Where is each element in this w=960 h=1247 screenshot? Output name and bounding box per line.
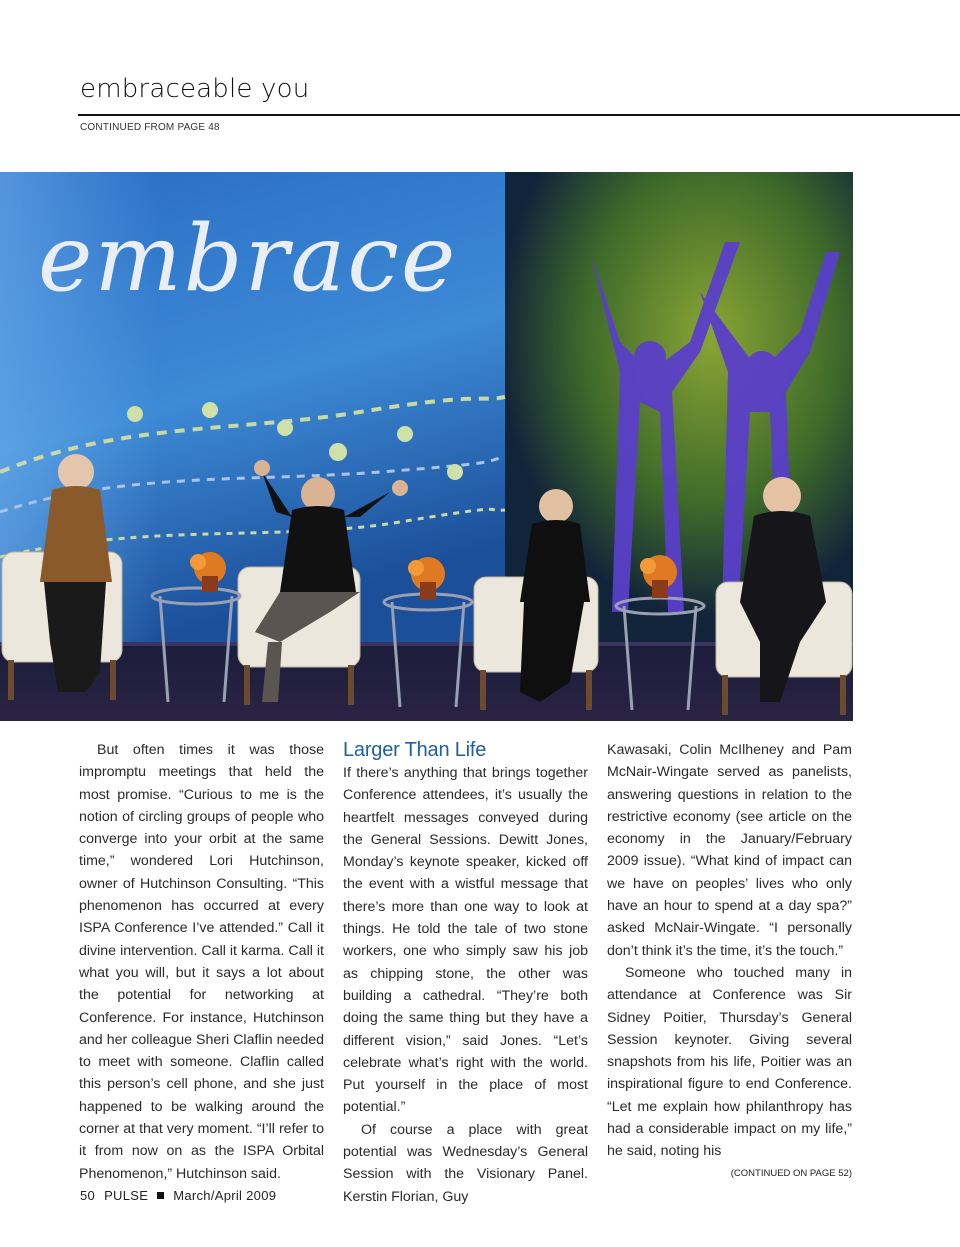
conference-stage-photo xyxy=(0,172,853,721)
article-column-2 xyxy=(343,739,588,1208)
continued-from-note: CONTINUED FROM PAGE 48 xyxy=(80,122,220,133)
article-column-3 xyxy=(607,739,852,1183)
article-paragraph: Kawasaki, Colin McIlheney and Pam McNair-Wingate served as panelists, answering questions in relation to the restrictive economy (see article on the economy in the January/February 2009 issue). “What kind of impact can we have on peoples’ lives who only have an hour to spend at a day spa?” asked McNair-Wingate. “I personally don’t think it’s the time, it’s the touch.” xyxy=(607,742,852,959)
square-bullet-icon xyxy=(157,1192,164,1199)
svg-text:embrace: embrace xyxy=(38,205,458,312)
article-paragraph: If there’s anything that brings together Conference attendees, it’s usually the heartfelt messages conveyed during the General Sessions. Dewitt Jones, Monday’s keynote speaker, kicked off the event with a wistful message that there’s more than one way to look at things. He told the tale of two stone workers, one who simply saw his job as chipping stone, the other was building a cathedral. “They’re both doing the same thing but they have a different vision,” said Jones. “Let’s celebrate what’s right with the world. Put yourself in the place of most potential.” xyxy=(343,765,588,1116)
article-column-1 xyxy=(79,739,324,1185)
header-rule xyxy=(78,114,960,116)
issue-date: March/April 2009 xyxy=(173,1188,277,1203)
article-paragraph: Someone who touched many in attendance at Conference was Sir Sidney Poitier, Thursday’s General Session keynoter. Giving several snapshots from his life, Poitier was an inspirational figure to end Conference. “Let me explain how philanthropy has had a considerable impact on my life,” he said, noting his xyxy=(607,964,852,1160)
page-footer xyxy=(80,1188,276,1203)
article-paragraph: But often times it was those impromptu meetings that held the most promise. “Curious to me is the notion of circling groups of people who converge into your orbit at the same time,” wondered Lori Hutchinson, owner of Hutchinson Consulting. “This phenomenon has occurred at every ISPA Conference I’ve attended.” Call it divine intervention. Call it karma. Call it what you will, but it says a lot about the potential for networking at Conference. For instance, Hutchinson and her colleague Sheri Claflin needed to meet with someone. Claflin called this person’s cell phone, and she just happened to be walking around the corner at that very moment. “I’ll refer to it from now on as the ISPA Orbital Phenomenon,” Hutchinson said. xyxy=(79,742,324,1182)
continued-on-note: (CONTINUED ON PAGE 52) xyxy=(730,1167,852,1179)
publication-name: PULSE xyxy=(104,1188,149,1203)
subhead-larger-than-life: Larger Than Life xyxy=(343,739,487,761)
section-title: embraceable you xyxy=(80,74,310,104)
article-paragraph: Of course a place with great potential was Wednesday’s General Session with the Visionary Panel. Kerstin Florian, Guy xyxy=(343,1121,588,1205)
page-number: 50 xyxy=(80,1188,96,1203)
